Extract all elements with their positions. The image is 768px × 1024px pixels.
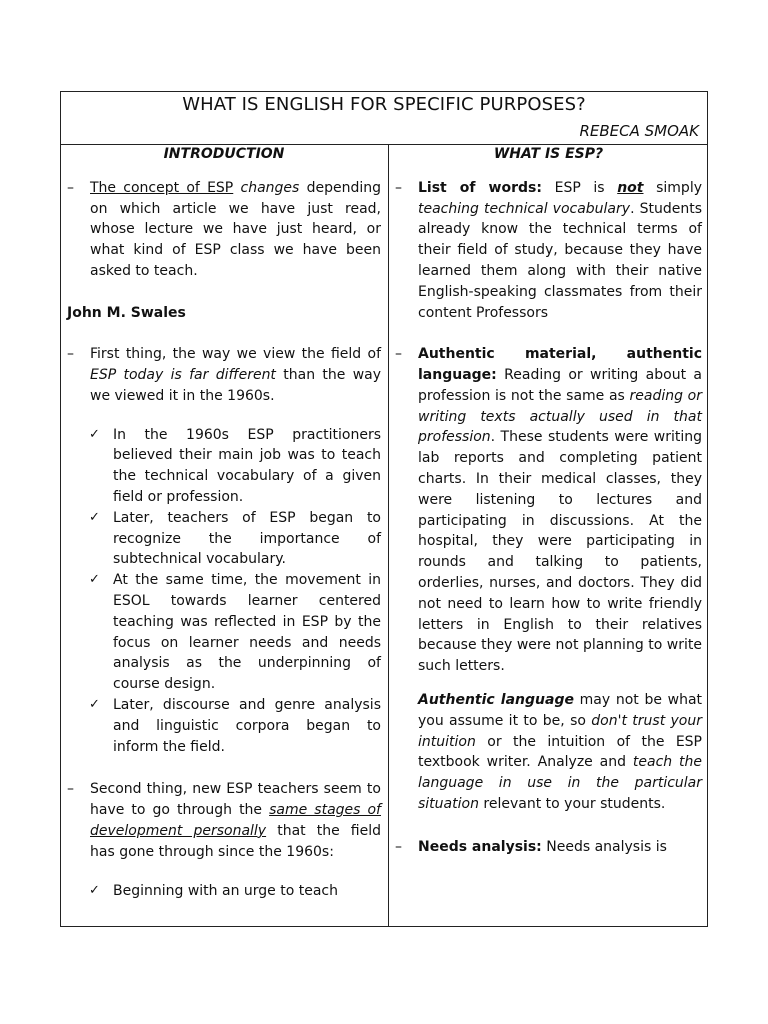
first-thing-bullet [67, 344, 381, 406]
authentic-language-text: may not be what you assume it to be, so [418, 691, 703, 729]
checkmark-icon: ✓ [89, 509, 100, 525]
what-is-esp-heading: WHAT IS ESP? [493, 146, 604, 162]
authentic-language-italic: teach the language in use in the particular situation [418, 754, 703, 812]
header-row [61, 92, 707, 145]
authentic-language-label: Authentic language [418, 691, 574, 708]
intro-bullet [67, 178, 381, 282]
check-item [67, 508, 381, 570]
check-text: At the same time, the movement in ESOL towards learner centered teaching was reflected in ESP by the focus on learner needs and needs analysis as the underpinning of course design. [113, 572, 381, 693]
authentic-material-italic: reading or writing texts actually used in that profession [418, 387, 702, 446]
list-of-words-label: List of words: [418, 179, 542, 196]
list-of-words-italic: teaching technical vocabulary [418, 200, 631, 217]
list-of-words-rest: . Students already know the technical terms of their field of study, because they have learned them along with their native English-speaking classmates from their content Professors [418, 200, 702, 321]
changes-word: changes [240, 179, 300, 196]
list-of-words-text: simply [656, 179, 702, 196]
dash-bullet-icon: – [395, 346, 402, 363]
check-text: Later, discourse and genre analysis and linguistic corpora began to inform the field. [113, 696, 381, 755]
intro-text: depending on which article we have just read, whose lecture we have just heard, or what kind of ESP class we have been asked to teach. [90, 179, 382, 279]
swales-heading: John M. Swales [67, 304, 186, 321]
first-thing-text-end: than the way we viewed it in the 1960s. [90, 366, 382, 404]
authentic-language-text: relevant to your students. [483, 795, 666, 812]
second-thing-text-end: that the field has gone through since the 1960s: [90, 822, 382, 860]
check-item [67, 881, 381, 902]
first-thing-italic: ESP today is far different [90, 366, 276, 383]
first-thing-text: First thing, the way we view the field of [90, 346, 381, 363]
introduction-heading: INTRODUCTION [163, 146, 285, 162]
second-thing-bullet [67, 779, 381, 862]
checkmark-icon: ✓ [89, 882, 100, 898]
dash-bullet-icon: – [67, 781, 74, 798]
checkmark-icon: ✓ [89, 572, 100, 588]
dash-bullet-icon: – [67, 179, 74, 196]
authentic-material-text: Reading or writing about a profession is not the same as [418, 366, 703, 404]
dash-bullet-icon: – [395, 179, 402, 196]
check-item [67, 695, 381, 757]
second-thing-underlined: same stages of development personally [90, 802, 381, 839]
authentic-material-label: Authentic material, authentic language: [418, 346, 702, 383]
authentic-language-paragraph [395, 690, 702, 815]
authentic-language-italic: don't trust your intuition [418, 712, 702, 750]
checkmark-icon: ✓ [89, 696, 100, 712]
column-divider [388, 144, 389, 926]
list-of-words-text: ESP is [554, 179, 605, 196]
check-text: Later, teachers of ESP began to recognize the importance of subtechnical vocabulary. [113, 509, 381, 568]
author-name: REBECA SMOAK [579, 122, 699, 140]
authentic-material-rest: . These students were writing lab reports and completing patient charts. In their medical classes, they were listening to lectures and participating in discussions. At the hospital, they were participating in rounds and talking to patients, orderlies, nurses, and doctors. They did not need to learn how to write friendly letters in English to their relatives because they were not planning to write such letters. [418, 429, 702, 675]
check-item [67, 570, 381, 695]
check-item [67, 425, 381, 508]
introduction-column [67, 144, 381, 926]
not-emphasis: not [617, 179, 644, 196]
needs-analysis-label: Needs analysis: [418, 838, 542, 855]
what-is-esp-column [395, 144, 702, 926]
document-table [60, 91, 708, 927]
checkmark-icon: ✓ [89, 426, 100, 442]
second-thing-text: Second thing, new ESP teachers seem to have to go through the [90, 781, 381, 819]
needs-analysis-bullet [395, 837, 702, 858]
dash-bullet-icon: – [395, 838, 402, 855]
list-of-words-bullet [395, 178, 702, 324]
authentic-material-bullet [395, 344, 702, 677]
dash-bullet-icon: – [67, 346, 74, 363]
needs-analysis-text: Needs analysis is [546, 838, 667, 855]
authentic-language-text: or the intuition of the ESP textbook writer. Analyze and [418, 733, 703, 771]
check-text: In the 1960s ESP practitioners believed their main job was to teach the technical vocabulary of a given field or profession. [113, 426, 381, 505]
page-title: WHAT IS ENGLISH FOR SPECIFIC PURPOSES? [182, 94, 586, 115]
concept-phrase: The concept of ESP [90, 179, 234, 196]
check-text: Beginning with an urge to teach [113, 882, 338, 899]
